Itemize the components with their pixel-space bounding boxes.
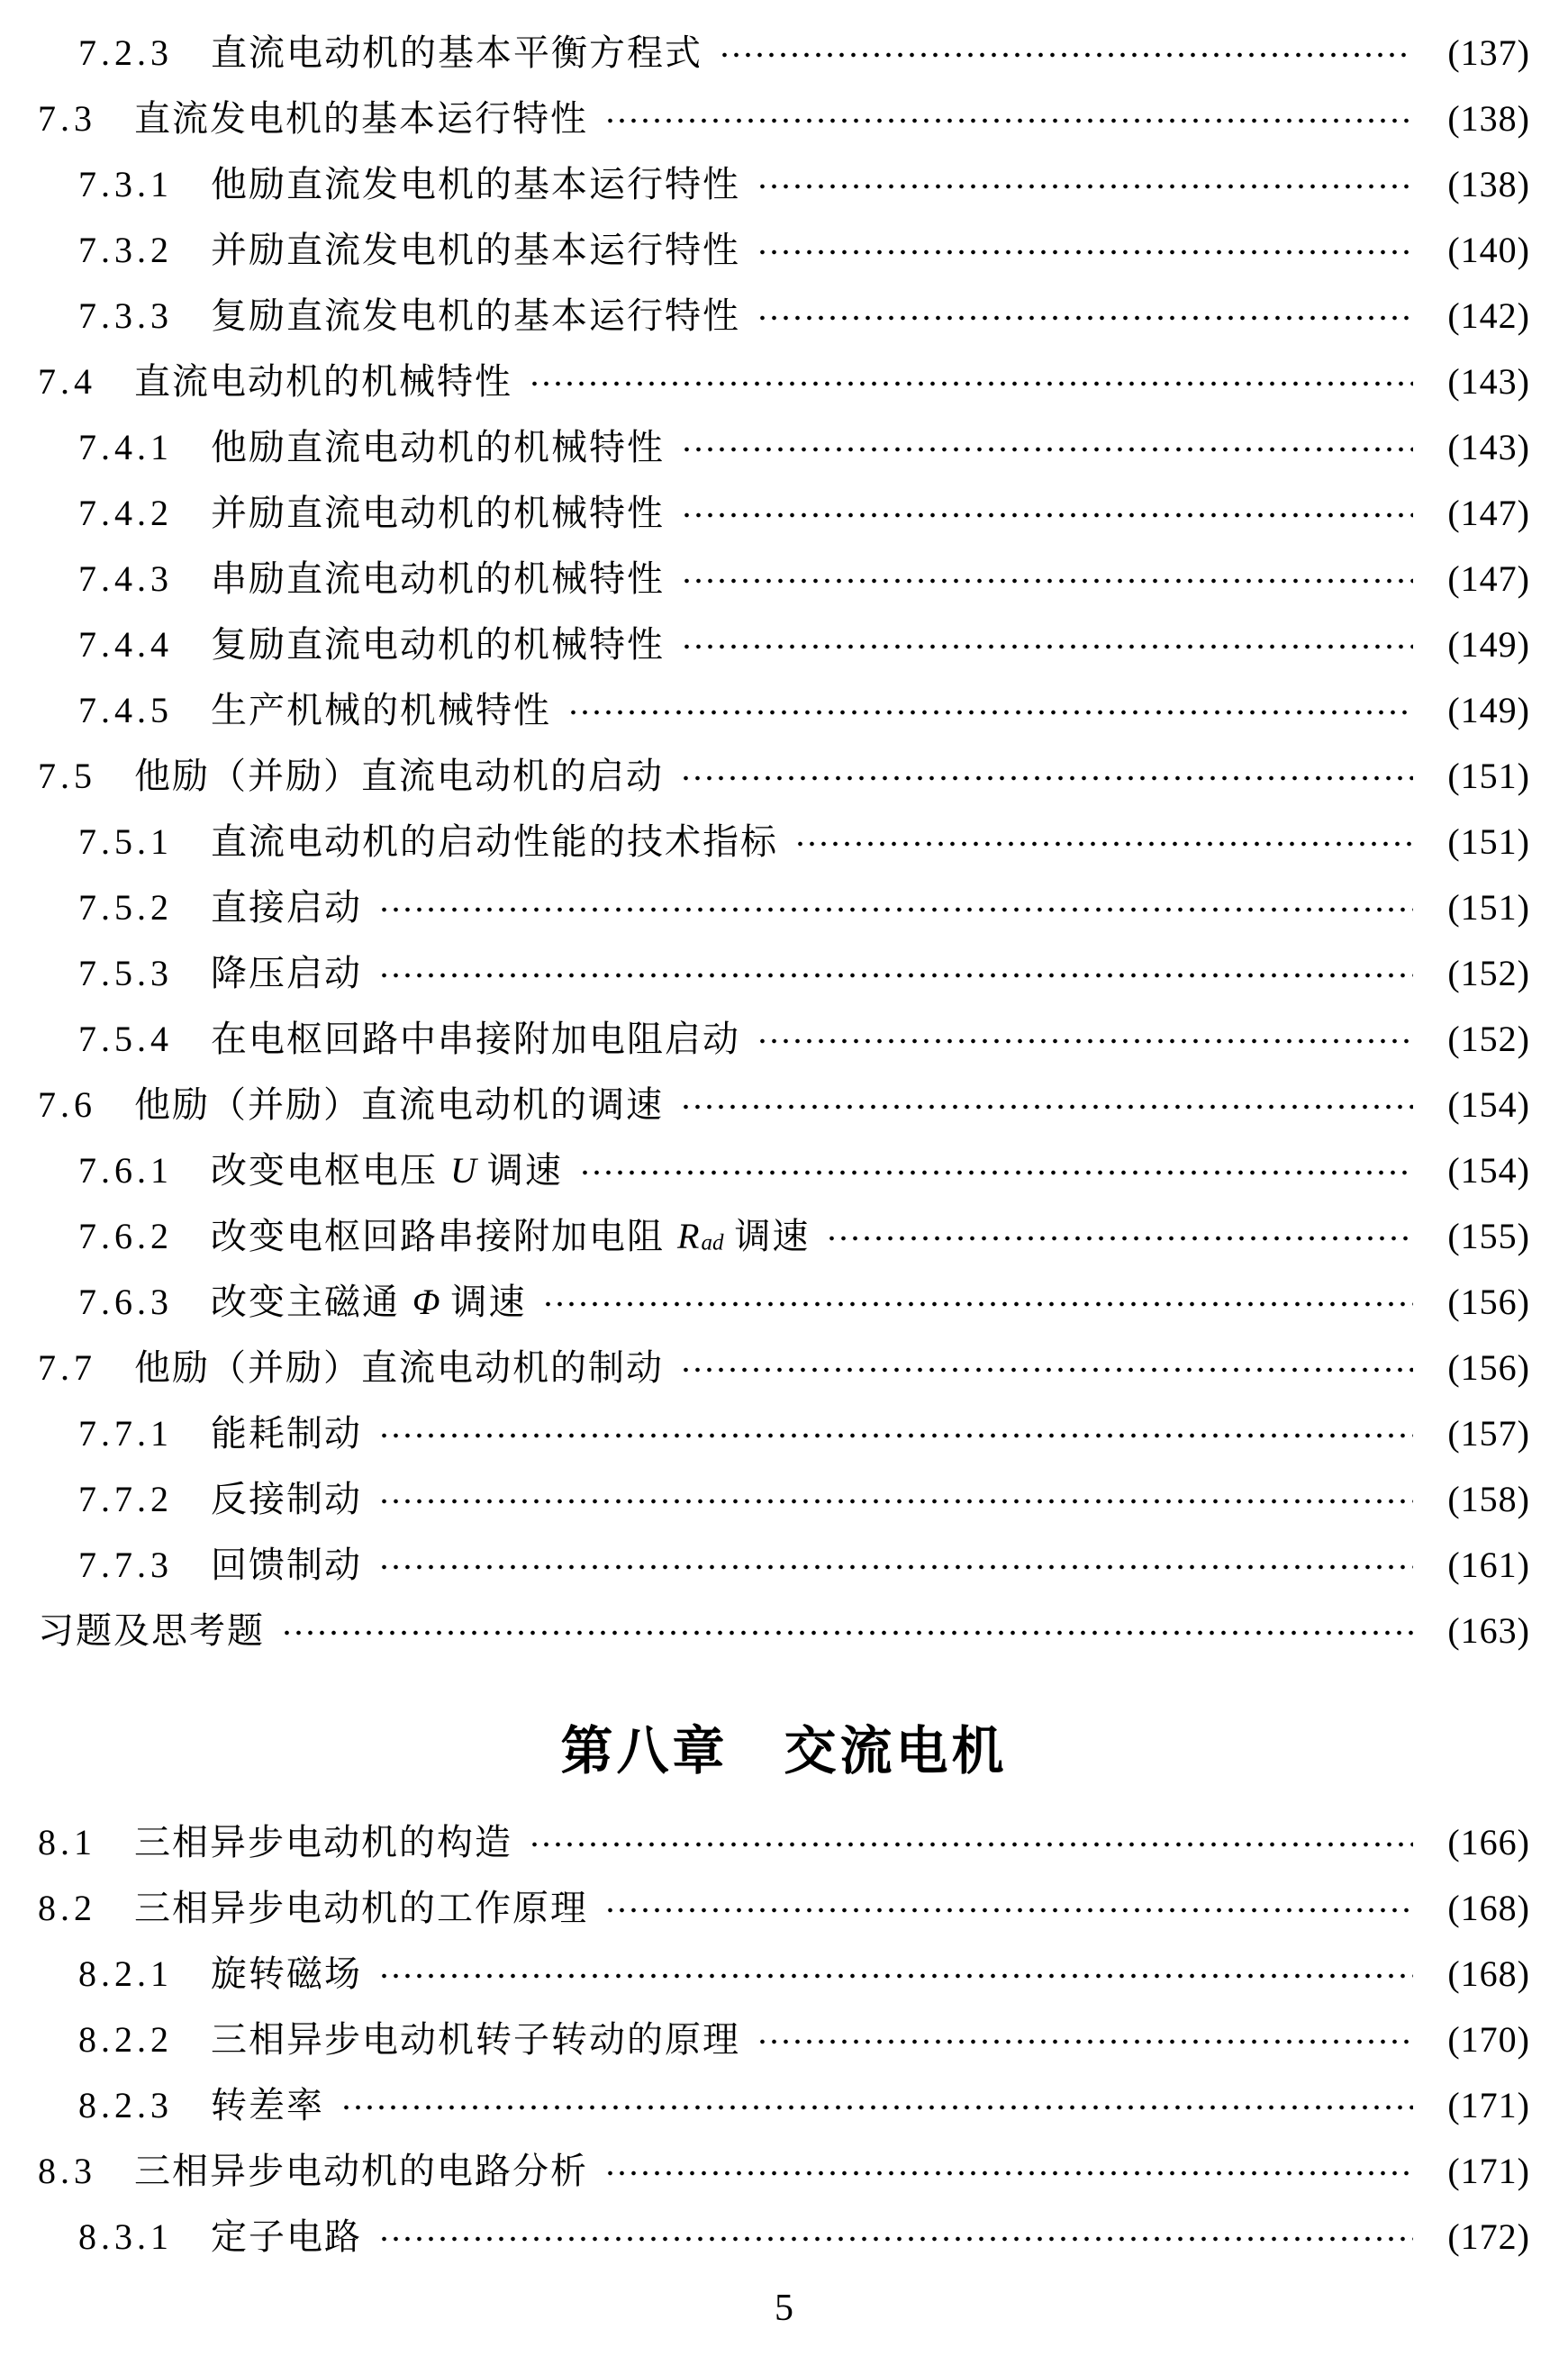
toc-entry (38, 809, 1530, 874)
entry-title: 习题及思考题 (38, 1610, 265, 1651)
toc-entry (38, 940, 1530, 1006)
entry-title: 三相异步电动机的工作原理 (134, 1888, 588, 1928)
dot-leader (680, 774, 1413, 783)
dot-leader (378, 1431, 1413, 1440)
toc-entry (38, 1598, 1530, 1663)
dot-leader (340, 2103, 1413, 2112)
entry-title: 直流电动机的机械特性 (134, 361, 512, 402)
toc-entry (38, 86, 1530, 151)
entry-page-number: (168) (1447, 1888, 1530, 1928)
toc-entry (38, 612, 1530, 677)
toc-entry (38, 1203, 1530, 1269)
entry-number: 7.5.4 (78, 1019, 173, 1059)
entry-title-suffix: 调速 (734, 1216, 811, 1256)
entry-title: 串励直流电动机的机械特性 (211, 558, 665, 599)
dot-leader (378, 1563, 1413, 1572)
dot-leader (757, 182, 1413, 191)
toc-entry (38, 874, 1530, 940)
entry-number: 8.3 (38, 2151, 96, 2191)
entry-title: 他励（并励）直流电动机的启动 (134, 756, 664, 796)
entry-number: 7.2.3 (78, 32, 173, 73)
dot-leader (757, 313, 1413, 322)
entry-title: 他励直流发电机的基本运行特性 (211, 164, 740, 204)
dot-leader (680, 1102, 1413, 1111)
entry-number: 8.2.3 (78, 2085, 173, 2125)
dot-leader (281, 1628, 1413, 1637)
entry-page-number: (140) (1447, 230, 1530, 270)
entry-title: 直流发电机的基本运行特性 (134, 98, 588, 139)
entry-title: 定子电路 (211, 2216, 362, 2257)
entry-number: 7.3.3 (78, 295, 173, 336)
dot-leader (604, 2169, 1413, 2178)
entry-title: 改变电枢电压 (211, 1150, 438, 1191)
entry-page-number: (154) (1447, 1084, 1530, 1125)
dot-leader (680, 1365, 1413, 1374)
entry-page-number: (166) (1447, 1822, 1530, 1862)
chapter-heading: 第八章 交流电机 (560, 1722, 1008, 1781)
toc-entry (38, 2204, 1530, 2270)
dot-leader (378, 905, 1413, 914)
entry-page-number: (156) (1447, 1282, 1530, 1322)
toc-entry (38, 1006, 1530, 1072)
entry-title: 他励（并励）直流电动机的调速 (134, 1084, 664, 1125)
entry-math-var: R (677, 1216, 700, 1256)
entry-title: 旋转磁场 (211, 1953, 362, 1994)
entry-page-number: (143) (1447, 361, 1530, 402)
entry-number: 7.6.2 (78, 1216, 173, 1256)
entry-number: 7.7 (38, 1347, 96, 1388)
entry-page-number: (151) (1447, 887, 1530, 928)
entry-number: 7.4.4 (78, 624, 173, 665)
entry-number: 7.6.3 (78, 1282, 173, 1322)
entry-number: 7.4.3 (78, 558, 173, 599)
toc-entry (38, 349, 1530, 414)
entry-title: 并励直流发电机的基本运行特性 (211, 230, 740, 270)
toc-entry (38, 217, 1530, 283)
dot-leader (542, 1300, 1413, 1309)
entry-page-number: (151) (1447, 821, 1530, 862)
toc-entry (38, 1335, 1530, 1400)
dot-leader (719, 50, 1413, 59)
toc-entry (38, 1072, 1530, 1137)
entry-title: 反接制动 (211, 1479, 362, 1519)
toc-list-chapter8 (38, 1809, 1530, 2270)
entry-number: 7.5.1 (78, 821, 173, 862)
toc-entry (38, 151, 1530, 217)
entry-number: 8.2.1 (78, 1953, 173, 1994)
entry-title: 能耗制动 (211, 1413, 362, 1454)
dot-leader (529, 1840, 1413, 1849)
entry-title: 转差率 (211, 2085, 324, 2125)
dot-leader (378, 1971, 1413, 1980)
entry-page-number: (152) (1447, 1019, 1530, 1059)
entry-page-number: (168) (1447, 1953, 1530, 1994)
entry-title: 在电枢回路中串接附加电阻启动 (211, 1019, 740, 1059)
entry-title: 他励（并励）直流电动机的制动 (134, 1347, 664, 1388)
entry-number: 7.7.1 (78, 1413, 173, 1454)
entry-title: 生产机械的机械特性 (211, 690, 551, 730)
entry-title: 回馈制动 (211, 1545, 362, 1585)
toc-entry (38, 1466, 1530, 1532)
entry-number: 7.4.5 (78, 690, 173, 730)
entry-number: 7.5 (38, 756, 96, 796)
entry-title: 三相异步电动机转子转动的原理 (211, 2019, 740, 2060)
entry-page-number: (138) (1447, 164, 1530, 204)
dot-leader (604, 1906, 1413, 1915)
dot-leader (757, 2037, 1413, 2046)
entry-page-number: (157) (1447, 1413, 1530, 1454)
toc-entry (38, 283, 1530, 349)
entry-number: 7.3.2 (78, 230, 173, 270)
toc-entry (38, 546, 1530, 612)
toc-entry (38, 2007, 1530, 2072)
entry-page-number: (163) (1447, 1610, 1530, 1651)
entry-title: 改变主磁通 (211, 1282, 400, 1322)
toc-entry (38, 1269, 1530, 1335)
entry-title: 复励直流发电机的基本运行特性 (211, 295, 740, 336)
dot-leader (681, 511, 1413, 520)
entry-page-number: (154) (1447, 1150, 1530, 1191)
toc-entry (38, 1809, 1530, 1875)
entry-number: 7.6 (38, 1084, 96, 1125)
entry-page-number: (171) (1447, 2085, 1530, 2125)
entry-number: 8.2.2 (78, 2019, 173, 2060)
entry-page-number: (155) (1447, 1216, 1530, 1256)
dot-leader (757, 248, 1413, 257)
dot-leader (567, 708, 1413, 717)
entry-number: 8.1 (38, 1822, 96, 1862)
entry-page-number: (151) (1447, 756, 1530, 796)
entry-math-subscript: ad (701, 1230, 724, 1255)
dot-leader (681, 445, 1413, 454)
entry-title: 降压启动 (211, 953, 362, 993)
entry-title: 三相异步电动机的电路分析 (134, 2151, 588, 2191)
entry-number: 7.4.1 (78, 427, 173, 467)
entry-number: 7.5.2 (78, 887, 173, 928)
entry-number: 7.7.2 (78, 1479, 173, 1519)
toc-entry (38, 20, 1530, 86)
entry-page-number: (143) (1447, 427, 1530, 467)
entry-math-var: U (450, 1150, 476, 1191)
entry-number: 7.3 (38, 98, 96, 139)
entry-title: 三相异步电动机的构造 (134, 1822, 512, 1862)
dot-leader (757, 1037, 1413, 1046)
entry-number: 7.4.2 (78, 493, 173, 533)
entry-title: 直接启动 (211, 887, 362, 928)
toc-entry (38, 1532, 1530, 1598)
entry-page-number: (137) (1447, 32, 1530, 73)
dot-leader (529, 379, 1413, 388)
dot-leader (579, 1168, 1413, 1177)
dot-leader (378, 971, 1413, 980)
dot-leader (794, 839, 1413, 848)
entry-page-number: (156) (1447, 1347, 1530, 1388)
toc-entry (38, 2072, 1530, 2138)
entry-title: 改变电枢回路串接附加电阻 (211, 1216, 665, 1256)
toc-entry (38, 480, 1530, 546)
toc-list-chapter7 (38, 20, 1530, 1663)
toc-entry (38, 743, 1530, 809)
dot-leader (681, 642, 1413, 651)
toc-entry (38, 2138, 1530, 2204)
entry-number: 7.3.1 (78, 164, 173, 204)
entry-page-number: (170) (1447, 2019, 1530, 2060)
entry-number: 7.6.1 (78, 1150, 173, 1191)
entry-page-number: (149) (1447, 624, 1530, 665)
entry-number: 8.3.1 (78, 2216, 173, 2257)
entry-page-number: (147) (1447, 558, 1530, 599)
entry-title: 并励直流电动机的机械特性 (211, 493, 665, 533)
toc-entry (38, 1941, 1530, 2007)
entry-title-suffix: 调速 (486, 1150, 563, 1191)
entry-title: 直流电动机的启动性能的技术指标 (211, 821, 778, 862)
entry-page-number: (149) (1447, 690, 1530, 730)
entry-page-number: (161) (1447, 1545, 1530, 1585)
entry-title-suffix: 调速 (450, 1282, 527, 1322)
entry-title: 直流电动机的基本平衡方程式 (211, 32, 702, 73)
entry-page-number: (171) (1447, 2151, 1530, 2191)
entry-number: 7.5.3 (78, 953, 173, 993)
entry-page-number: (152) (1447, 953, 1530, 993)
entry-title: 他励直流电动机的机械特性 (211, 427, 665, 467)
entry-number: 7.4 (38, 361, 96, 402)
entry-math-var: Φ (412, 1282, 440, 1322)
dot-leader (378, 2234, 1413, 2243)
dot-leader (681, 576, 1413, 585)
toc-entry (38, 414, 1530, 480)
dot-leader (378, 1497, 1413, 1506)
dot-leader (604, 116, 1413, 125)
entry-page-number: (142) (1447, 295, 1530, 336)
dot-leader (826, 1234, 1413, 1243)
entry-page-number: (172) (1447, 2216, 1530, 2257)
entry-page-number: (158) (1447, 1479, 1530, 1519)
entry-page-number: (138) (1447, 98, 1530, 139)
toc-entry (38, 1137, 1530, 1203)
entry-title: 复励直流电动机的机械特性 (211, 624, 665, 665)
entry-page-number: (147) (1447, 493, 1530, 533)
toc-entry (38, 677, 1530, 743)
toc-entry (38, 1400, 1530, 1466)
page-number-footer: 5 (775, 2288, 793, 2329)
toc-entry (38, 1875, 1530, 1941)
entry-number: 8.2 (38, 1888, 96, 1928)
entry-number: 7.7.3 (78, 1545, 173, 1585)
